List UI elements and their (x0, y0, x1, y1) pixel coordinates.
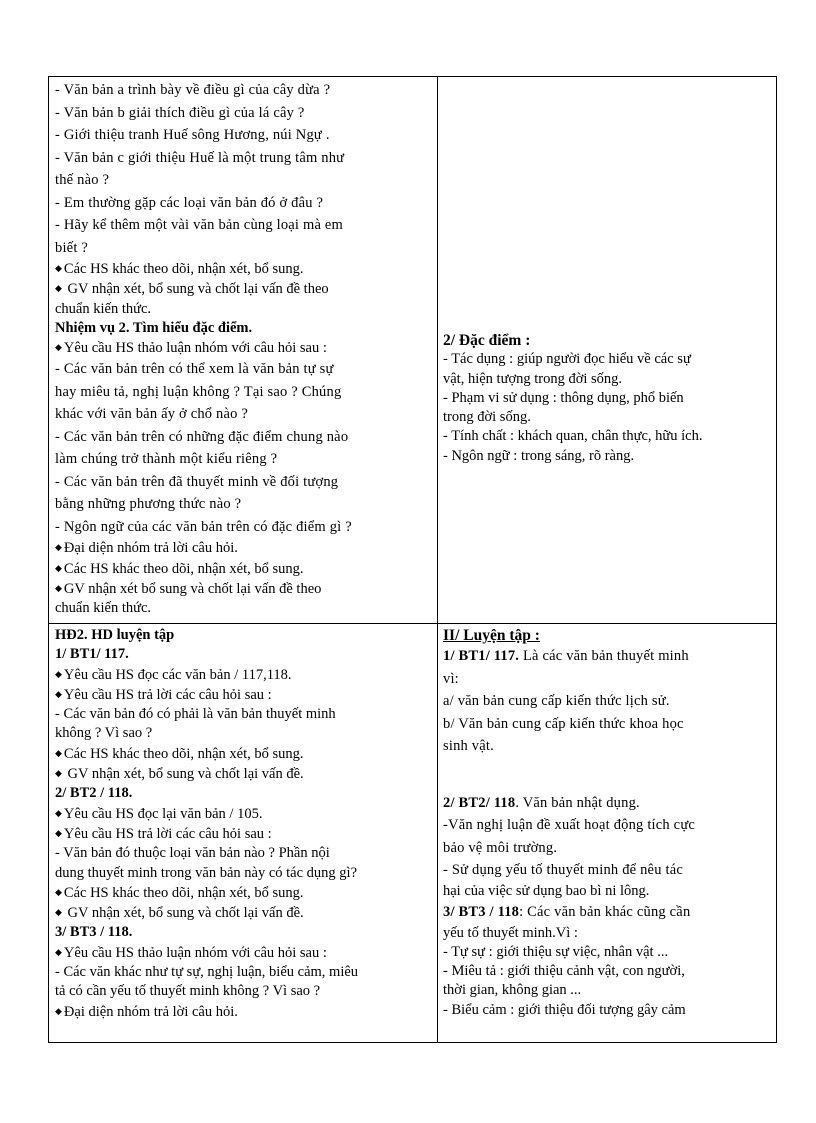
task2-heading: Nhiệm vụ 2. Tìm hiểu đặc điểm. (55, 319, 253, 336)
text-line: - Miêu tả : giới thiệu cảnh vật, con người, (443, 963, 685, 980)
text-line: - Sử dụng yếu tố thuyết minh để nêu tác (443, 862, 683, 879)
bullet-line (55, 665, 433, 685)
diamond-bullet-icon: ◆ (55, 768, 62, 779)
bullet-line (55, 824, 433, 844)
text-line: không ? Vì sao ? (55, 725, 153, 742)
bullet-text: Yêu cầu HS đọc lại văn bản / 105. (63, 805, 263, 822)
bullet-line (55, 685, 433, 705)
bullet-line (55, 279, 433, 299)
bullet-text: Đại diện nhóm trả lời câu hỏi. (63, 1003, 238, 1020)
diamond-bullet-icon: ◆ (55, 907, 62, 918)
text-line (443, 792, 775, 815)
text-line: hại của việc sử dụng bao bì ni lông. (443, 882, 650, 899)
text-line: - Tác dụng : giúp người đọc hiểu về các sự (443, 351, 691, 368)
text-line: - Biểu cảm : giới thiệu đối tượng gây cảm (443, 1001, 686, 1018)
bullet-line (55, 943, 433, 963)
text-line: b/ Văn bản cung cấp kiến thức khoa học (443, 715, 684, 732)
diamond-bullet-icon: ◆ (55, 542, 62, 553)
text-line: bảo vệ môi trường. (443, 839, 558, 856)
bullet-text: Các HS khác theo dõi, nhận xét, bổ sung. (63, 560, 304, 577)
text-line: biết ? (55, 239, 89, 256)
practice-heading: II/ Luyện tập : (443, 627, 540, 644)
bullet-text: Các HS khác theo dõi, nhận xét, bổ sung. (63, 745, 304, 762)
bullet-text: Yêu cầu HS trả lời các câu hỏi sau : (63, 686, 272, 703)
bullet-text: Yêu cầu HS thảo luận nhóm với câu hỏi sau : (63, 944, 327, 961)
bullet-text: Yêu cầu HS trả lời các câu hỏi sau : (63, 825, 272, 842)
diamond-bullet-icon: ◆ (55, 886, 62, 897)
bullet-text: GV nhận xét, bổ sung và chốt lại vấn đề theo (63, 281, 329, 298)
bullet-text: Các HS khác theo dõi, nhận xét, bổ sung. (63, 261, 304, 277)
bt3-label: 3/ BT3 / 118 (443, 904, 520, 921)
bt2-label: 2/ BT2/ 118 (443, 794, 516, 811)
diamond-bullet-icon: ◆ (55, 827, 62, 838)
text-line: - Văn bản c giới thiệu Huế là một trung tâm như (55, 149, 345, 166)
bullet-line (55, 764, 433, 784)
bullet-line (55, 744, 433, 764)
text-line: - Giới thiệu tranh Huế sông Hương, núi Ngự . (55, 127, 330, 143)
text-line (443, 901, 775, 924)
bullet-text: Đại diện nhóm trả lời câu hỏi. (63, 540, 238, 557)
text-line: - Các văn bản đó có phải là văn bản thuyết minh (55, 706, 336, 723)
bt2-text: . Văn bản nhật dụng. (515, 794, 640, 811)
text-line: - Các văn bản trên có những đặc điểm chung nào (55, 428, 349, 445)
bullet-line (55, 804, 433, 824)
diamond-bullet-icon: ◆ (55, 342, 62, 353)
text-line: thế nào ? (55, 172, 110, 188)
bt3-heading: 3/ BT3 / 118. (55, 924, 133, 941)
text-line: chuẩn kiến thức. (55, 300, 152, 317)
text-line: - Hãy kể thêm một vài văn bản cùng loại mà em (55, 217, 344, 233)
text-line: dung thuyết minh trong văn bản này có tác dụng gì? (55, 864, 358, 881)
text-line: vật, hiện tượng trong đời sống. (443, 370, 623, 387)
diamond-bullet-icon: ◆ (55, 583, 62, 594)
text-line: thời gian, không gian ... (443, 982, 582, 999)
bullet-line (55, 338, 433, 358)
row-divider (49, 623, 776, 624)
text-line: - Văn bản b giải thích điều gì của lá cây ? (55, 104, 305, 121)
bullet-line (55, 538, 433, 558)
bt1-heading: 1/ BT1/ 117. (55, 646, 129, 663)
diamond-bullet-icon: ◆ (55, 668, 62, 679)
text-line: - Tính chất : khách quan, chân thực, hữu ích. (443, 428, 703, 445)
bullet-line (55, 579, 433, 599)
row2-left-cell (55, 626, 433, 1022)
text-line: - Các văn khác như tự sự, nghị luận, biểu cảm, miêu (55, 964, 359, 981)
bt3-text: : Các văn bản khác cũng cần (519, 904, 691, 921)
diamond-bullet-icon: ◆ (55, 747, 62, 758)
bullet-text: Yêu cầu HS thảo luận nhóm với câu hỏi sau : (63, 340, 327, 357)
bullet-line (55, 1002, 433, 1022)
diamond-bullet-icon: ◆ (55, 946, 62, 957)
text-line: chuẩn kiến thức. (55, 600, 152, 617)
text-line: trong đời sống. (443, 409, 531, 426)
diamond-bullet-icon: ◆ (55, 263, 62, 273)
text-line: - Văn bản a trình bày về điều gì của cây dừa ? (55, 82, 331, 98)
text-line: làm chúng trở thành một kiểu riêng ? (55, 451, 278, 468)
bullet-line (55, 883, 433, 903)
text-line: sinh vật. (443, 738, 494, 755)
text-line: khác với văn bản ấy ở chổ nào ? (55, 406, 249, 423)
text-line: a/ văn bản cung cấp kiến thức lịch sử. (443, 693, 670, 710)
text-line: - Tự sự : giới thiệu sự việc, nhân vật ... (443, 943, 669, 960)
text-line: - Văn bản đó thuộc loại văn bản nào ? Phần nội (55, 845, 330, 862)
text-line: - Em thường gặp các loại văn bản đó ở đâu ? (55, 194, 324, 211)
bullet-line (55, 559, 433, 579)
bt2-heading: 2/ BT2 / 118. (55, 785, 133, 802)
text-line: vì: (443, 670, 459, 687)
diamond-bullet-icon: ◆ (55, 283, 62, 294)
bullet-line (55, 903, 433, 923)
bullet-text: GV nhận xét, bổ sung và chốt lại vấn đề. (63, 905, 304, 922)
text-line: - Phạm vi sử dụng : thông dụng, phổ biến (443, 389, 684, 406)
hd2-heading: HĐ2. HD luyện tập (55, 627, 175, 643)
column-divider (437, 77, 438, 1042)
spacer (443, 758, 775, 792)
diamond-bullet-icon: ◆ (55, 688, 62, 699)
row2-right-cell (443, 626, 775, 1020)
bullet-text: Yêu cầu HS đọc các văn bản / 117,118. (63, 666, 292, 683)
text-line: yếu tố thuyết minh.Vì : (443, 924, 578, 941)
text-line: bằng những phương thức nào ? (55, 496, 242, 513)
text-line: - Ngôn ngữ : trong sáng, rõ ràng. (443, 447, 635, 464)
bullet-text: GV nhận xét bổ sung và chốt lại vấn đề theo (63, 581, 322, 598)
diamond-bullet-icon: ◆ (55, 562, 62, 573)
text-line: hay miêu tả, nghị luận không ? Tại sao ? Chúng (55, 383, 342, 400)
diamond-bullet-icon: ◆ (55, 807, 62, 818)
text-line: - Ngôn ngữ của các văn bản trên có đặc điểm gì ? (55, 518, 352, 535)
text-line: tả có cần yếu tố thuyết minh không ? Vì sao ? (55, 983, 321, 1000)
text-line: -Văn nghị luận đề xuất hoạt động tích cực (443, 817, 696, 834)
text-line: - Các văn bản trên đã thuyết minh về đối tượng (55, 473, 339, 490)
features-heading: 2/ Đặc điểm : (443, 332, 531, 349)
row1-left-cell (55, 79, 433, 619)
lesson-table (48, 76, 777, 1043)
bullet-text: GV nhận xét, bổ sung và chốt lại vấn đề. (63, 766, 304, 783)
text-line: - Các văn bản trên có thể xem là văn bản tự sự (55, 361, 334, 378)
bt1-label: 1/ BT1/ 117. (443, 648, 520, 665)
text-line (443, 645, 775, 668)
bullet-text: Các HS khác theo dõi, nhận xét, bổ sung. (63, 884, 304, 901)
diamond-bullet-icon: ◆ (55, 1005, 62, 1016)
bt1-text: Là các văn bản thuyết minh (519, 648, 689, 665)
bullet-line (55, 259, 433, 279)
row1-right-cell (443, 331, 775, 466)
